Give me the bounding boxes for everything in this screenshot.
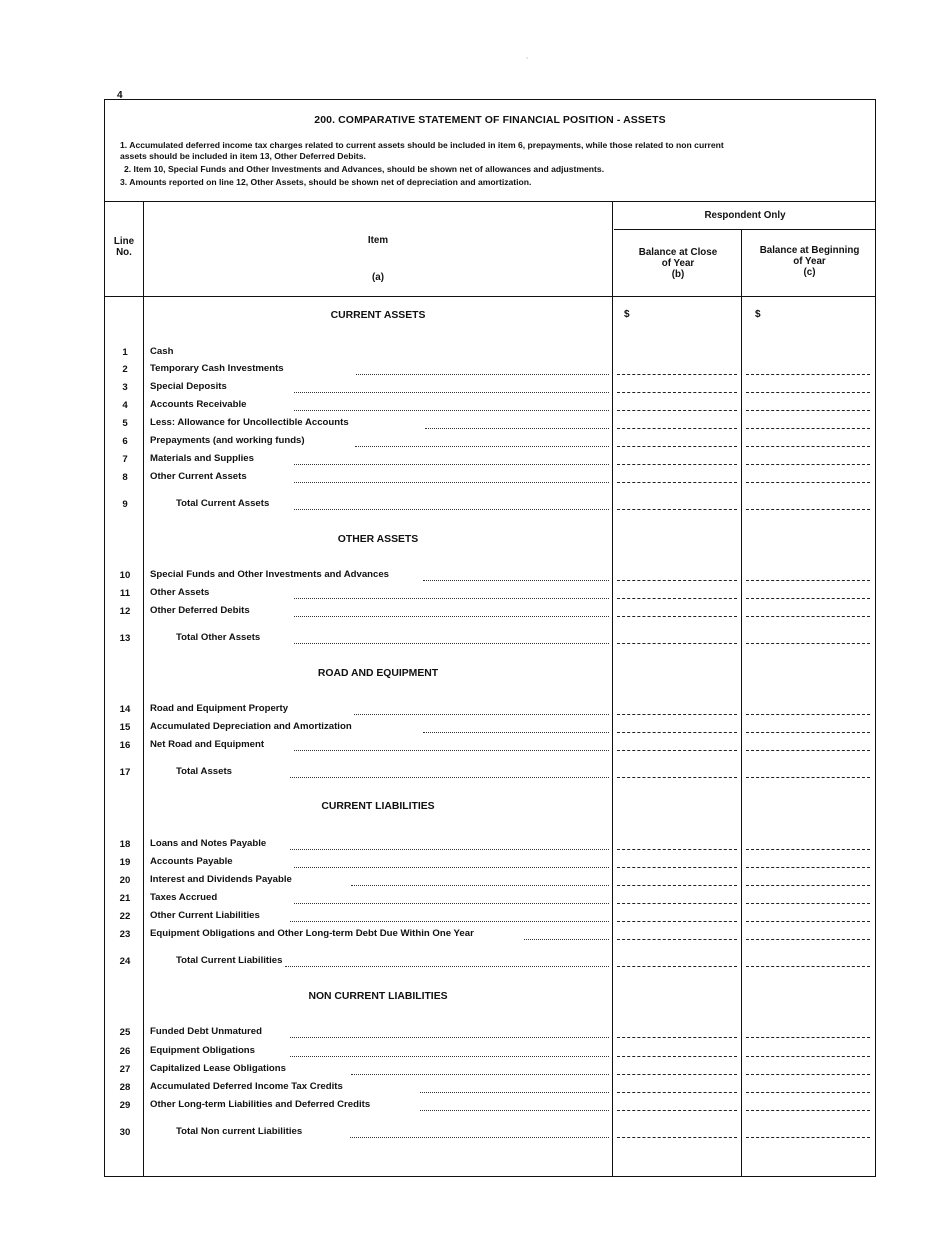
leader-dots	[285, 966, 609, 967]
col-c-entry-line[interactable]	[746, 1110, 870, 1111]
line-number: 16	[119, 740, 131, 751]
line-number: 27	[119, 1064, 131, 1075]
col-b-line1: Balance at Close	[638, 247, 718, 258]
leader-dots	[294, 616, 609, 617]
leader-dots	[294, 509, 609, 510]
line-number: 13	[119, 633, 131, 644]
col-b-entry-line[interactable]	[617, 1137, 737, 1138]
col-b-entry-line[interactable]	[617, 750, 737, 751]
section-other-assets: OTHER ASSETS	[337, 534, 419, 545]
leader-dots	[425, 428, 609, 429]
row-label: Taxes Accrued	[150, 892, 218, 903]
col-c-entry-line[interactable]	[746, 966, 870, 967]
col-c-entry-line[interactable]	[746, 464, 870, 465]
line-number: 5	[122, 418, 128, 429]
line-number: 9	[122, 499, 128, 510]
col-c-entry-line[interactable]	[746, 714, 870, 715]
leader-dots	[294, 750, 609, 751]
line-number: 6	[122, 436, 128, 447]
leader-dots	[290, 921, 609, 922]
row-label: Accounts Payable	[150, 856, 233, 867]
item-col-label: (a)	[372, 272, 384, 283]
row-label: Capitalized Lease Obligations	[150, 1063, 286, 1074]
instruction-2: 2. Item 10, Special Funds and Other Investments and Advances, should be shown net of allowances and adjustments.	[124, 164, 605, 174]
col-c-line3: (c)	[803, 267, 816, 278]
col-b-entry-line[interactable]	[617, 616, 737, 617]
col-b-entry-line[interactable]	[617, 732, 737, 733]
col-c-entry-line[interactable]	[746, 509, 870, 510]
row-label: Total Current Liabilities	[176, 955, 283, 966]
line-number: 21	[119, 893, 131, 904]
line-number: 2	[122, 364, 128, 375]
col-c-line2: of Year	[793, 256, 826, 267]
leader-dots	[294, 598, 609, 599]
row-label: Interest and Dividends Payable	[150, 874, 292, 885]
row-label: Accounts Receivable	[150, 399, 247, 410]
line-number: 12	[119, 606, 131, 617]
instruction-1-cont: assets should be included in item 13, Other Deferred Debits.	[120, 151, 366, 161]
line-number: 8	[122, 472, 128, 483]
leader-dots	[294, 903, 609, 904]
leader-dots	[420, 1110, 609, 1111]
col-b-entry-line[interactable]	[617, 392, 737, 393]
line-number: 26	[119, 1046, 131, 1057]
col-b-entry-line[interactable]	[617, 1056, 737, 1057]
instruction-3: 3. Amounts reported on line 12, Other Assets, should be shown net of depreciation and amortization.	[120, 177, 532, 187]
row-label: Accumulated Deferred Income Tax Credits	[150, 1081, 343, 1092]
row-label: Other Long-term Liabilities and Deferred Credits	[150, 1099, 371, 1110]
line-number: 25	[119, 1027, 131, 1038]
line-number: 28	[119, 1082, 131, 1093]
row-label: Temporary Cash Investments	[150, 363, 284, 374]
row-label: Total Current Assets	[176, 498, 270, 509]
row-label: Other Current Assets	[150, 471, 247, 482]
col-b-entry-line[interactable]	[617, 939, 737, 940]
line-no-divider	[143, 201, 144, 1177]
col-c-entry-line[interactable]	[746, 1056, 870, 1057]
row-label: Special Deposits	[150, 381, 227, 392]
no-header-text: No.	[116, 247, 132, 258]
leader-dots	[423, 580, 609, 581]
col-c-entry-line[interactable]	[746, 446, 870, 447]
row-label: Accumulated Depreciation and Amortization	[150, 721, 352, 732]
line-number: 24	[119, 956, 131, 967]
row-label: Cash	[150, 346, 174, 357]
header-bottom-rule	[104, 296, 876, 297]
row-label: Equipment Obligations and Other Long-term Debt Due Within One Year	[150, 928, 474, 939]
leader-dots	[294, 482, 609, 483]
col-c-line1: Balance at Beginning	[759, 245, 860, 256]
col-c-entry-line[interactable]	[746, 939, 870, 940]
col-c-entry-line[interactable]	[746, 1137, 870, 1138]
col-b-entry-line[interactable]	[617, 580, 737, 581]
col-b-entry-line[interactable]	[617, 885, 737, 886]
col-b-entry-line[interactable]	[617, 598, 737, 599]
col-b-entry-line[interactable]	[617, 643, 737, 644]
line-number: 18	[119, 839, 131, 850]
leader-dots	[351, 1074, 609, 1075]
leader-dots	[294, 392, 609, 393]
col-c-entry-line[interactable]	[746, 849, 870, 850]
item-header: Item	[367, 235, 389, 246]
col-b-entry-line[interactable]	[617, 903, 737, 904]
col-b-entry-line[interactable]	[617, 482, 737, 483]
col-b-entry-line[interactable]	[617, 714, 737, 715]
line-number: 17	[119, 767, 131, 778]
col-c-entry-line[interactable]	[746, 732, 870, 733]
col-c-entry-line[interactable]	[746, 410, 870, 411]
col-c-entry-line[interactable]	[746, 482, 870, 483]
col-c-entry-line[interactable]	[746, 374, 870, 375]
leader-dots	[290, 1037, 609, 1038]
line-number: 7	[122, 454, 128, 465]
col-c-entry-line[interactable]	[746, 1092, 870, 1093]
col-b-entry-line[interactable]	[617, 509, 737, 510]
col-b-entry-line[interactable]	[617, 464, 737, 465]
col-b-entry-line[interactable]	[617, 446, 737, 447]
line-number: 4	[122, 400, 128, 411]
row-label: Road and Equipment Property	[150, 703, 289, 714]
row-label: Less: Allowance for Uncollectible Accounts	[150, 417, 349, 428]
leader-dots	[294, 867, 609, 868]
leader-dots	[294, 643, 609, 644]
line-number: 1	[122, 347, 128, 358]
col-c-entry-line[interactable]	[746, 1037, 870, 1038]
col-c-entry-line[interactable]	[746, 616, 870, 617]
currency-symbol-col-b: $	[624, 309, 630, 320]
instruction-1: 1. Accumulated deferred income tax charges related to current assets should be included in item 6, prepayments, while those related to non current	[120, 140, 724, 150]
line-number: 14	[119, 704, 131, 715]
scan-speck: `	[526, 58, 529, 65]
row-label: Loans and Notes Payable	[150, 838, 267, 849]
leader-dots	[294, 464, 609, 465]
line-number: 22	[119, 911, 131, 922]
row-label: Other Assets	[150, 587, 210, 598]
col-c-entry-line[interactable]	[746, 903, 870, 904]
row-label: Total Non current Liabilities	[176, 1126, 303, 1137]
col-c-header	[743, 245, 876, 278]
col-c-entry-line[interactable]	[746, 428, 870, 429]
row-label: Net Road and Equipment	[150, 739, 265, 750]
leader-dots	[290, 1056, 609, 1057]
col-c-entry-line[interactable]	[746, 580, 870, 581]
line-number: 19	[119, 857, 131, 868]
section-road-and-equipment: ROAD AND EQUIPMENT	[317, 668, 439, 679]
line-number: 15	[119, 722, 131, 733]
line-number: 29	[119, 1100, 131, 1111]
col-b-entry-line[interactable]	[617, 1074, 737, 1075]
line-number: 3	[122, 382, 128, 393]
form-title: 200. COMPARATIVE STATEMENT OF FINANCIAL POSITION - ASSETS	[314, 114, 666, 126]
leader-dots	[356, 374, 609, 375]
respondent-only-header: Respondent Only	[704, 210, 786, 221]
currency-symbol-col-c: $	[755, 309, 761, 320]
leader-dots	[294, 410, 609, 411]
col-b-entry-line[interactable]	[617, 921, 737, 922]
col-b-entry-line[interactable]	[617, 777, 737, 778]
row-label: Prepayments (and working funds)	[150, 435, 305, 446]
leader-dots	[290, 849, 609, 850]
line-number: 30	[119, 1127, 131, 1138]
leader-dots	[354, 714, 609, 715]
line-number: 11	[119, 588, 131, 599]
section-current-liabilities: CURRENT LIABILITIES	[321, 801, 435, 812]
col-b-entry-line[interactable]	[617, 1110, 737, 1111]
section-non-current-liabilities: NON CURRENT LIABILITIES	[308, 991, 448, 1002]
leader-dots	[423, 732, 609, 733]
leader-dots	[351, 885, 609, 886]
page-number: 4	[117, 90, 123, 101]
header-top-rule	[104, 201, 876, 202]
col-c-entry-line[interactable]	[746, 598, 870, 599]
leader-dots	[350, 1137, 609, 1138]
col-b-entry-line[interactable]	[617, 867, 737, 868]
row-label: Funded Debt Unmatured	[150, 1026, 262, 1037]
col-c-entry-line[interactable]	[746, 643, 870, 644]
col-c-entry-line[interactable]	[746, 392, 870, 393]
col-b-entry-line[interactable]	[617, 849, 737, 850]
leader-dots	[524, 939, 609, 940]
col-c-entry-line[interactable]	[746, 750, 870, 751]
col-b-entry-line[interactable]	[617, 1092, 737, 1093]
leader-dots	[290, 777, 609, 778]
line-number: 10	[119, 570, 131, 581]
col-c-entry-line[interactable]	[746, 1074, 870, 1075]
col-b-line3: (b)	[671, 269, 685, 280]
item-col-divider	[612, 201, 613, 1177]
col-c-entry-line[interactable]	[746, 885, 870, 886]
line-number: 23	[119, 929, 131, 940]
section-current-assets: CURRENT ASSETS	[330, 310, 426, 321]
respondent-only-rule	[614, 229, 876, 230]
row-label: Other Current Liabilities	[150, 910, 260, 921]
col-b-line2: of Year	[661, 258, 695, 269]
col-b-entry-line[interactable]	[617, 966, 737, 967]
row-label: Special Funds and Other Investments and Advances	[150, 569, 390, 580]
col-b-entry-line[interactable]	[617, 1037, 737, 1038]
row-label: Total Other Assets	[176, 632, 261, 643]
leader-dots	[420, 1092, 609, 1093]
col-c-entry-line[interactable]	[746, 777, 870, 778]
col-b-entry-line[interactable]	[617, 410, 737, 411]
col-b-entry-line[interactable]	[617, 428, 737, 429]
col-b-header	[614, 247, 742, 280]
row-label: Materials and Supplies	[150, 453, 254, 464]
line-number: 20	[119, 875, 131, 886]
line-no-header	[108, 236, 140, 258]
leader-dots	[355, 446, 609, 447]
row-label: Other Deferred Debits	[150, 605, 250, 616]
col-b-entry-line[interactable]	[617, 374, 737, 375]
row-label: Total Assets	[176, 766, 232, 777]
col-c-entry-line[interactable]	[746, 867, 870, 868]
col-b-c-divider	[741, 229, 742, 1177]
col-c-entry-line[interactable]	[746, 921, 870, 922]
line-header-text: Line	[113, 236, 135, 247]
row-label: Equipment Obligations	[150, 1045, 255, 1056]
